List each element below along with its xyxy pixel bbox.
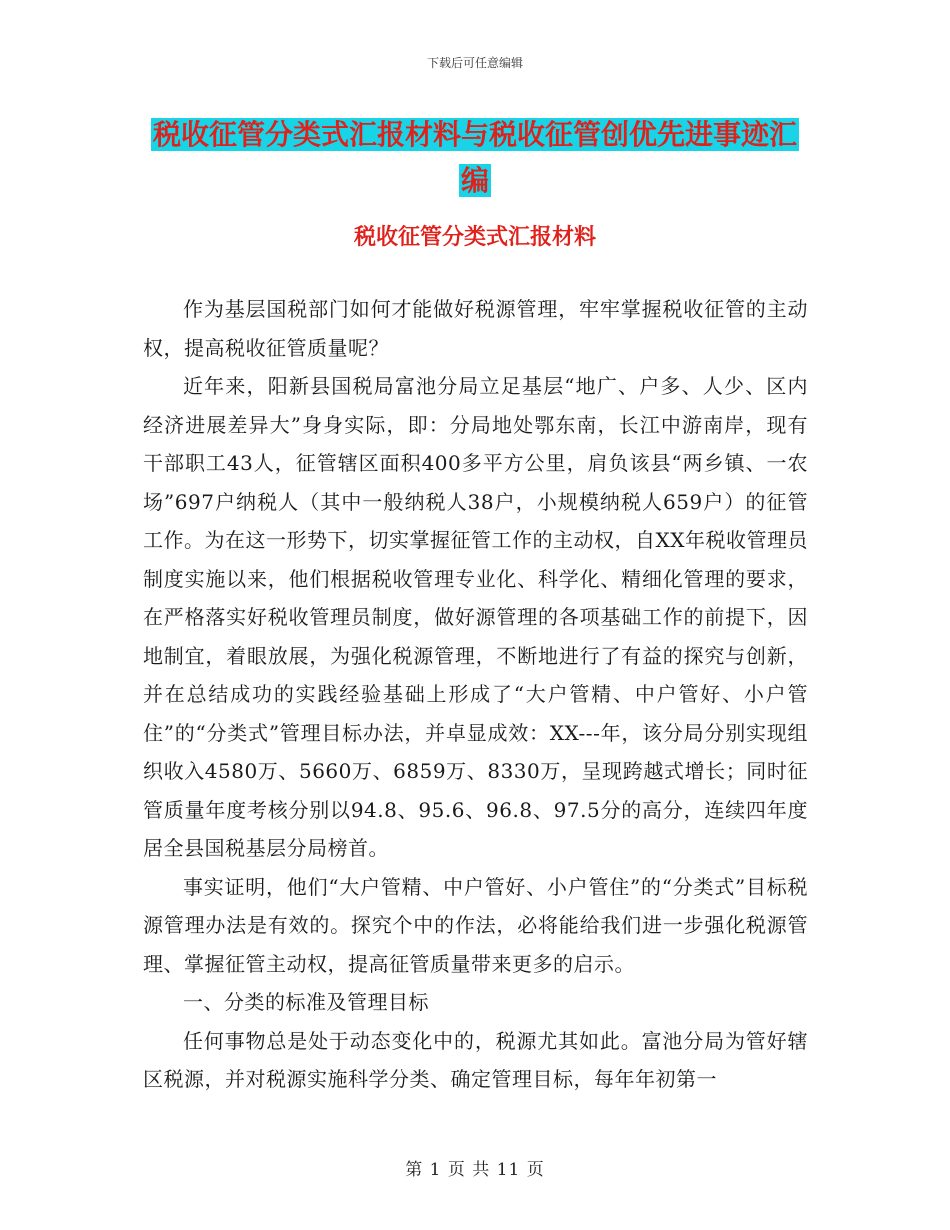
paragraph: 作为基层国税部门如何才能做好税源管理，牢牢掌握税收征管的主动权，提高税收征管质量呢？ <box>143 297 808 360</box>
document-title <box>140 112 810 204</box>
body-text <box>143 290 808 1099</box>
paragraph: 任何事物总是处于动态变化中的，税源尤其如此。富池分局为管好辖区税源，并对税源实施科学分类、确定管理目标，每年年初第一 <box>143 1028 808 1091</box>
header-note: 下载后可任意编辑 <box>426 56 523 70</box>
paragraph: 近年来，阳新县国税局富池分局立足基层“地广、户多、人少、区内经济进展差异大”身身实际，即：分局地处鄂东南，长江中游南岸，现有干部职工43人，征管辖区面积400多平方公里，肩负该县“两乡镇、一农场”697户纳税人（其中一般纳税人38户，小规模纳税人659户）的征管工作。为在这一形势下，切实掌握征管工作的主动权，自XX年税收管理员制度实施以来，他们根据税收管理专业化、科学化、精细化管理的要求，在严格落实好税收管理员制度，做好源管理的各项基础工作的前提下，因地制宜，着眼放展，为强化税源管理，不断地进行了有益的探究与创新，并在总结成功的实践经验基础上形成了“大户管精、中户管好、小户管住”的“分类式”管理目标办法，并卓显成效：XX---年，该分局分别实现组织收入4580万、5660万、6859万、8330万，呈现跨越式增长；同时征管质量年度考核分别以94.8、95.6、96.8、97.5分的高分，连续四年度居全县国税基层分局榜首。 <box>143 374 808 860</box>
section-heading: 一、分类的标准及管理目标 <box>183 990 429 1014</box>
title-line-2: 编 <box>460 164 489 197</box>
page-number: 第 1 页 共 11 页 <box>405 1160 545 1180</box>
title-line-1: 税收征管分类式汇报材料与税收征管创优先进事迹汇 <box>152 118 797 151</box>
paragraph: 事实证明，他们“大户管精、中户管好、小户管住”的“分类式”目标税源管理办法是有效的。探究个中的作法，必将能给我们进一步强化税源管理、掌握征管主动权，提高征管质量带来更多的启示。 <box>143 874 808 976</box>
section-title: 税收征管分类式汇报材料 <box>353 224 596 250</box>
